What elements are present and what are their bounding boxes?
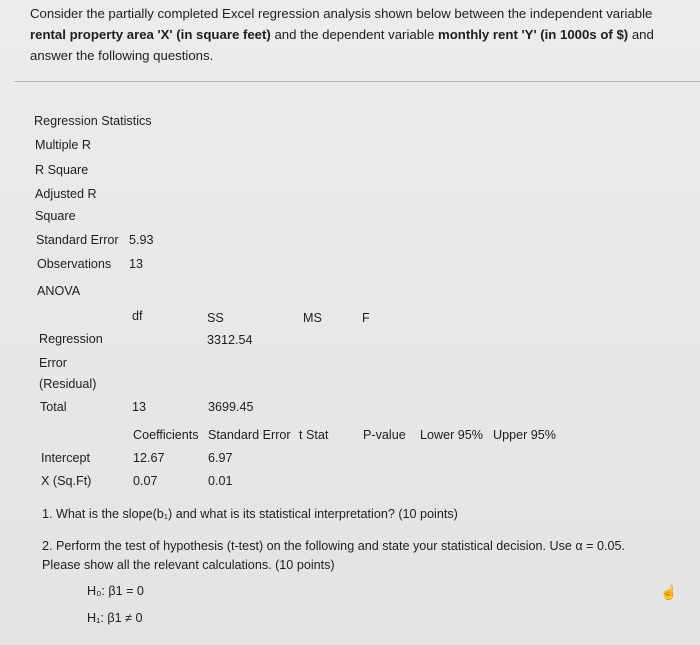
alternative-hypothesis: H₁: β1 ≠ 0 bbox=[87, 611, 143, 625]
observations-value: 13 bbox=[129, 257, 144, 271]
coef-header-p-value: P-value bbox=[363, 428, 406, 442]
section-divider bbox=[14, 81, 700, 82]
observations-label: Observations bbox=[37, 257, 112, 271]
null-hypothesis: H₀: β1 = 0 bbox=[87, 584, 144, 598]
question-2: 2. Perform the test of hypothesis (t-test) on the following and state your statistical decision. Use α = 0.05. Please show all the relevant calculations. (10 points) bbox=[42, 539, 626, 572]
question-1: 1. What is the slope(b₁) and what is its statistical interpretation? (10 points) bbox=[42, 507, 458, 521]
adjusted-r-label-cont: Square bbox=[35, 209, 76, 223]
anova-total-ss: 3699.45 bbox=[208, 400, 254, 414]
anova-total-df: 13 bbox=[132, 400, 147, 414]
coef-row-standard-error: 6.97 bbox=[208, 451, 233, 465]
anova-regression-label: Regression bbox=[39, 332, 103, 346]
anova-heading: ANOVA bbox=[37, 284, 81, 298]
intro-text-1: Consider the partially completed Excel regression analysis shown below between the independent variable bbox=[30, 6, 653, 21]
pointing-hand-icon: ☝ bbox=[660, 584, 678, 600]
adjusted-r-label: Adjusted R bbox=[35, 187, 97, 201]
anova-error-label: Error bbox=[39, 356, 67, 370]
anova-col-ms: MS bbox=[303, 311, 322, 325]
anova-total-label: Total bbox=[40, 400, 67, 414]
anova-col-f: F bbox=[362, 311, 370, 325]
regression-statistics-heading: Regression Statistics bbox=[34, 114, 152, 128]
standard-error-value: 5.93 bbox=[129, 233, 154, 247]
coef-header-t-stat: t Stat bbox=[299, 428, 329, 442]
standard-error-label: Standard Error bbox=[36, 233, 119, 247]
intro-text-3: and answer the following questions. bbox=[30, 27, 654, 63]
coef-header-coefficients: Coefficients bbox=[133, 428, 199, 442]
anova-col-df: df bbox=[132, 309, 143, 323]
coef-header-lower-95: Lower 95% bbox=[420, 428, 484, 442]
anova-col-ss: SS bbox=[207, 311, 224, 325]
coef-row-label: Intercept bbox=[41, 451, 91, 465]
coef-row-coefficient: 0.07 bbox=[133, 474, 158, 488]
intro-text-2: and the dependent variable bbox=[270, 27, 438, 42]
coef-row-label: X (Sq.Ft) bbox=[41, 474, 92, 488]
intro-dependent-variable: monthly rent 'Y' (in 1000s of $) bbox=[437, 27, 629, 42]
coef-header-upper-95: Upper 95% bbox=[493, 428, 557, 442]
coef-row-coefficient: 12.67 bbox=[133, 451, 165, 465]
intro-independent-variable: rental property area 'X' (in square feet) bbox=[30, 27, 271, 42]
coef-header-standard-error: Standard Error bbox=[208, 428, 291, 442]
question-intro bbox=[30, 3, 680, 66]
coef-row-standard-error: 0.01 bbox=[208, 474, 233, 488]
anova-regression-ss: 3312.54 bbox=[207, 333, 253, 347]
r-square-label: R Square bbox=[35, 163, 89, 177]
anova-residual-label: (Residual) bbox=[39, 377, 97, 391]
multiple-r-label: Multiple R bbox=[35, 138, 91, 152]
